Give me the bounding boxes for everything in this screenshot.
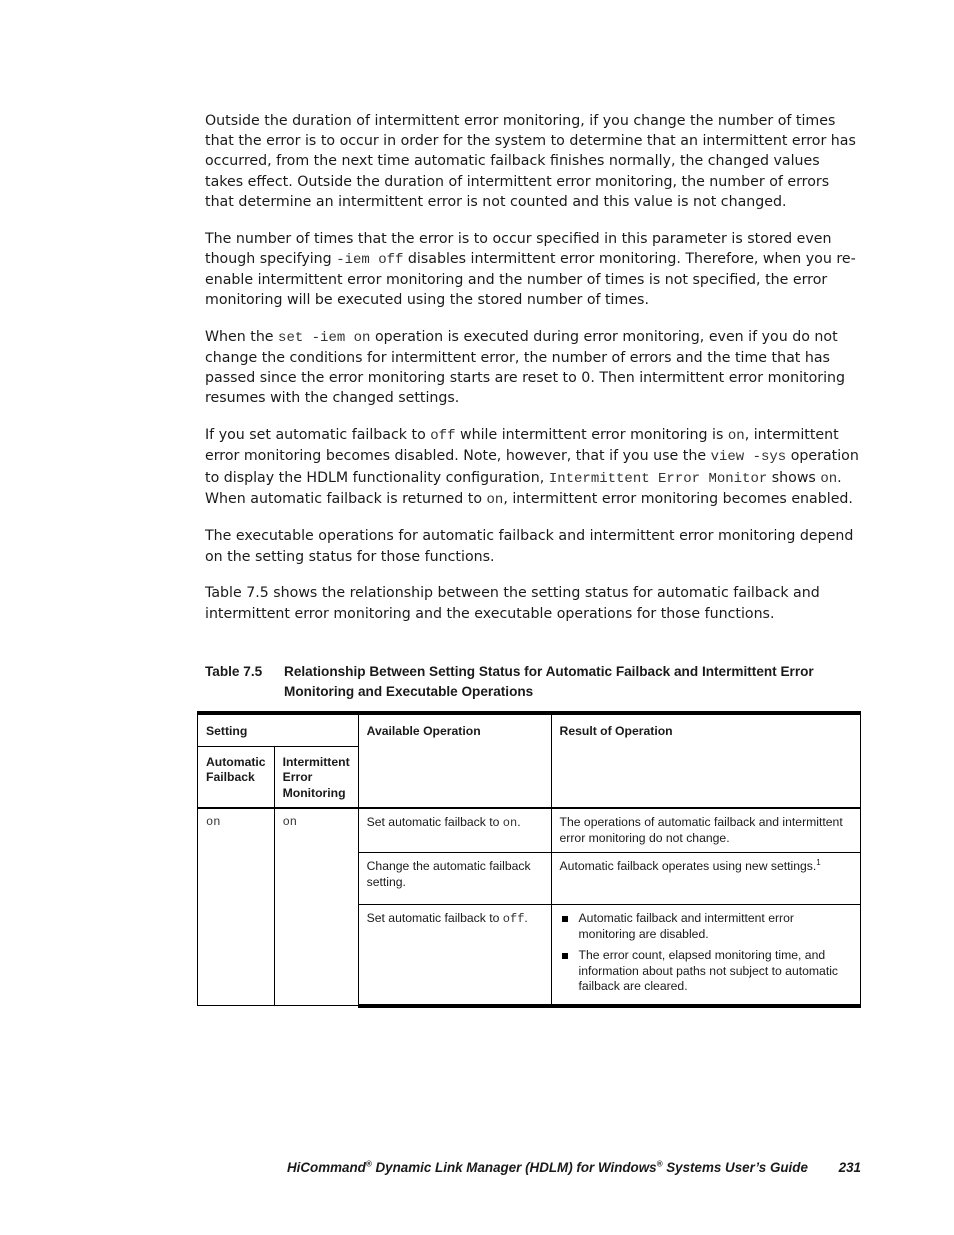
text: , intermittent error monitoring becomes enabled. <box>503 490 853 507</box>
paragraph-6: Table 7.5 shows the relationship between the setting status for automatic failback and intermittent error monitoring and the executable operations for those functions. <box>205 585 820 622</box>
paragraph-2 <box>205 229 861 311</box>
code-off: off <box>502 912 525 926</box>
paragraph-5: The executable operations for automatic failback and intermittent error monitoring depend on the setting status for those functions. <box>205 528 854 565</box>
paragraph-1: Outside the duration of intermittent error monitoring, if you change the number of times that the error is to occur in order for the system to determine that an intermittent error has occurred, from the next time automatic failback finishes normally, the changed values takes effect. Outside the duration of intermittent error monitoring, the number of errors that determine an intermittent error is not counted and this value is not changed. <box>205 113 856 210</box>
code-intermittent-error-monitor: Intermittent Error Monitor <box>548 470 768 487</box>
relationship-table <box>197 711 861 1008</box>
cell-result <box>551 853 860 905</box>
code-view-sys: view -sys <box>710 449 787 466</box>
code-set-iem-on: set -iem on <box>278 329 371 346</box>
code-on: on <box>486 491 504 508</box>
header-automatic-failback: Automatic Failback <box>198 746 275 808</box>
text: HiCommand <box>287 1160 366 1175</box>
header-intermittent-error-monitoring: Intermittent Error Monitoring <box>274 746 358 808</box>
text: Automatic failback operates using new settings. <box>559 859 817 873</box>
text: When the <box>205 328 279 345</box>
cell-operation <box>358 905 551 1006</box>
list-item <box>560 911 852 942</box>
registered-mark: ® <box>656 1159 663 1169</box>
paragraph-3 <box>205 327 861 409</box>
header-result-of-operation: Result of Operation <box>551 713 860 808</box>
text: disables intermittent error monitoring. Therefore, when you re-enable intermittent error monitoring and the number of times is not specified, the error monitoring will be executed using the stored number of times. <box>205 250 856 309</box>
header-available-operation: Available Operation <box>358 713 551 808</box>
bullet-square-icon <box>562 916 568 922</box>
code-off: off <box>430 428 456 445</box>
text: shows <box>767 469 821 486</box>
text: operation is executed during error monitoring, even if you do not change the conditions for intermittent error, the number of errors and the time that has passed since the error monitoring starts are reset to 0. Then intermittent error monitoring resumes with the changed settings. <box>205 328 846 407</box>
table-number: Table 7.5 <box>205 664 263 679</box>
text: Dynamic Link Manager (HDLM) for Windows <box>371 1160 657 1175</box>
text: Set automatic failback to <box>366 911 503 925</box>
cell-automatic-failback: on <box>198 808 275 1006</box>
cell-intermittent-error-monitoring: on <box>274 808 358 1006</box>
footnote-marker: 1 <box>816 857 821 867</box>
text: . When automatic failback is returned to <box>205 469 842 507</box>
code-on: on <box>727 428 745 445</box>
page-number: 231 <box>838 1160 861 1175</box>
text: , intermittent error monitoring becomes disabled. Note, however, that if you use the <box>205 427 839 465</box>
text: operation to display the HDLM functionality configuration, <box>205 448 859 486</box>
table-title: Relationship Between Setting Status for Automatic Failback and Intermittent Error Monitoring and Executable Operations <box>284 664 814 699</box>
table-row <box>198 808 861 853</box>
code-on: on <box>820 470 838 487</box>
cell-result: The operations of automatic failback and intermittent error monitoring do not change. <box>551 808 860 853</box>
cell-operation <box>358 808 551 853</box>
header-setting: Setting <box>198 713 359 746</box>
code-on: on <box>502 816 518 830</box>
text: The error count, elapsed monitoring time, and information about paths not subject to automatic failback are cleared. <box>578 948 839 993</box>
code-iem-off: -iem off <box>336 251 404 268</box>
text: Automatic failback and intermittent error monitoring are disabled. <box>578 911 794 941</box>
cell-operation: Change the automatic failback setting. <box>358 853 551 905</box>
footer-title <box>287 1160 808 1175</box>
paragraph-4 <box>205 425 861 510</box>
registered-mark: ® <box>365 1159 372 1169</box>
text: . <box>524 911 528 925</box>
text: . <box>517 815 521 829</box>
page-footer <box>287 1160 861 1175</box>
text: Systems User’s Guide <box>662 1160 808 1175</box>
text: If you set automatic failback to <box>205 427 431 444</box>
result-list <box>560 911 852 995</box>
text: The number of times that the error is to occur specified in this parameter is stored even though specifying <box>205 230 832 267</box>
table-header-row <box>198 713 861 746</box>
cell-result <box>551 905 860 1006</box>
list-item <box>560 948 852 995</box>
bullet-square-icon <box>562 953 568 959</box>
text: while intermittent error monitoring is <box>455 427 728 444</box>
text: Set automatic failback to <box>366 815 503 829</box>
table-caption <box>205 662 865 701</box>
body-text <box>205 111 861 640</box>
